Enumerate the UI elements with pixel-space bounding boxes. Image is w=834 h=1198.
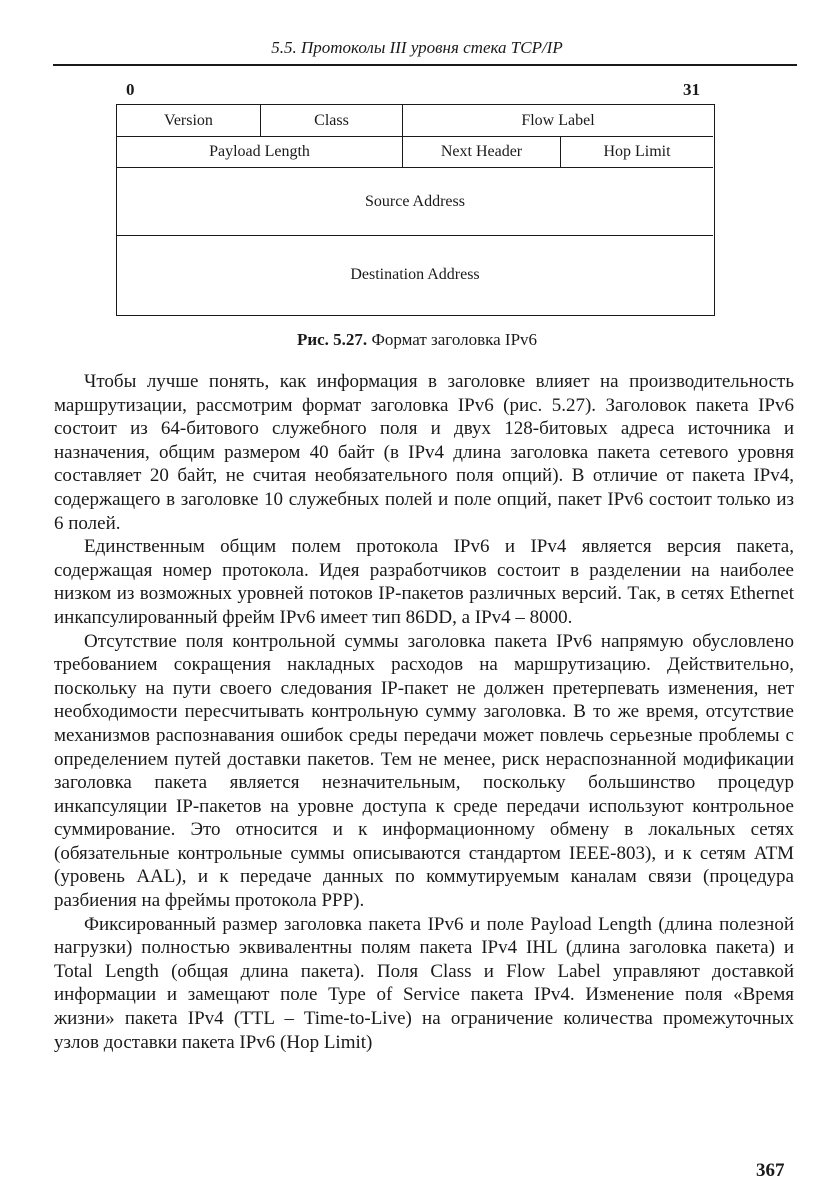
ipv6-header-diagram bbox=[116, 104, 715, 316]
field-payload-length: Payload Length bbox=[117, 136, 402, 167]
field-hop-limit: Hop Limit bbox=[560, 136, 713, 167]
field-source-address: Source Address bbox=[117, 167, 713, 235]
running-header: 5.5. Протоколы III уровня стека TCP/IP bbox=[271, 38, 563, 57]
field-class: Class bbox=[260, 105, 402, 136]
caption-text: Формат заголовка IPv6 bbox=[367, 330, 538, 349]
paragraph: Чтобы лучше понять, как информация в заголовке влияет на производительность маршрутизации, рассмотрим формат заголовка IPv6 (рис. 5.27). Заголовок пакета IPv6 состоит из 64-битового служебного поля и двух 128-битовых адреса источника и назначения, общим размером 40 байт (в IPv4 длина заголовка пакета сетевого уровня составляет 20 байт, не считая необязательного поля опций). В отличие от пакета IPv4, содержащего в заголовке 10 служебных полей и поле опций, пакет IPv6 состоит только из 6 полей. bbox=[54, 371, 794, 534]
bit-end-label: 31 bbox=[683, 80, 700, 99]
paragraph: Единственным общим полем протокола IPv6 и IPv4 является версия пакета, содержащая номер протокола. Идея разработчиков состоит в разделении на наиболее низком из возможных уровней потоков IP-пакетов различных версий. Так, в сетях Ethernet инкапсулированный фрейм IPv6 имеет тип 86DD, а IPv4 – 8000. bbox=[54, 536, 794, 628]
field-version: Version bbox=[164, 111, 213, 129]
page-number: 367 bbox=[756, 1160, 785, 1181]
field-next-header: Next Header bbox=[402, 136, 560, 167]
paragraph: Фиксированный размер заголовка пакета IPv6 и поле Payload Length (длина полезной нагрузки) полностью эквивалентны полям пакета IPv4 IHL (длина заголовка пакета) и Total Length (общая длина пакета). Поля Class и Flow Label управляют доставкой информации и замещают поле Type of Service пакета IPv4. Изменение поля «Время жизни» пакета IPv4 (TTL – Time-to-Live) на ограничение количества промежуточных узлов доставки пакета IPv6 (Hop Limit) bbox=[54, 913, 794, 1053]
header-rule bbox=[53, 64, 797, 66]
body-text bbox=[54, 370, 794, 1054]
field-destination-address: Destination Address bbox=[117, 235, 713, 314]
caption-label: Рис. 5.27. bbox=[296, 330, 368, 349]
bit-start-label: 0 bbox=[126, 80, 135, 99]
field-flow-label: Flow Label bbox=[402, 105, 713, 136]
figure-caption bbox=[0, 330, 834, 350]
paragraph: Отсутствие поля контрольной суммы заголовка пакета IPv6 напрямую обусловлено требованием сокращения накладных расходов на маршрутизацию. Действительно, поскольку на пути своего следования IP-пакет не должен претерпевать изменения, нет необходимости пересчитывать контрольную сумму заголовка. В то же время, отсутствие механизмов распознавания ошибок среды передачи может повлечь серьезные проблемы с определением путей доставки пакетов. Тем не менее, риск нераспознанной модификации заголовка пакета является незначительным, поскольку большинство процедур инкапсуляции IP-пакетов на уровне доступа к среде передачи используют контрольное суммирование. Это относится и к информационному обмену в локальных сетях (обязательные контрольные суммы описываются стандартом IEEE-803), и к сетям ATM (уровень AAL), и к передаче данных по коммутируемым каналам связи (процедура разбиения на фреймы протокола PPP). bbox=[54, 630, 794, 912]
